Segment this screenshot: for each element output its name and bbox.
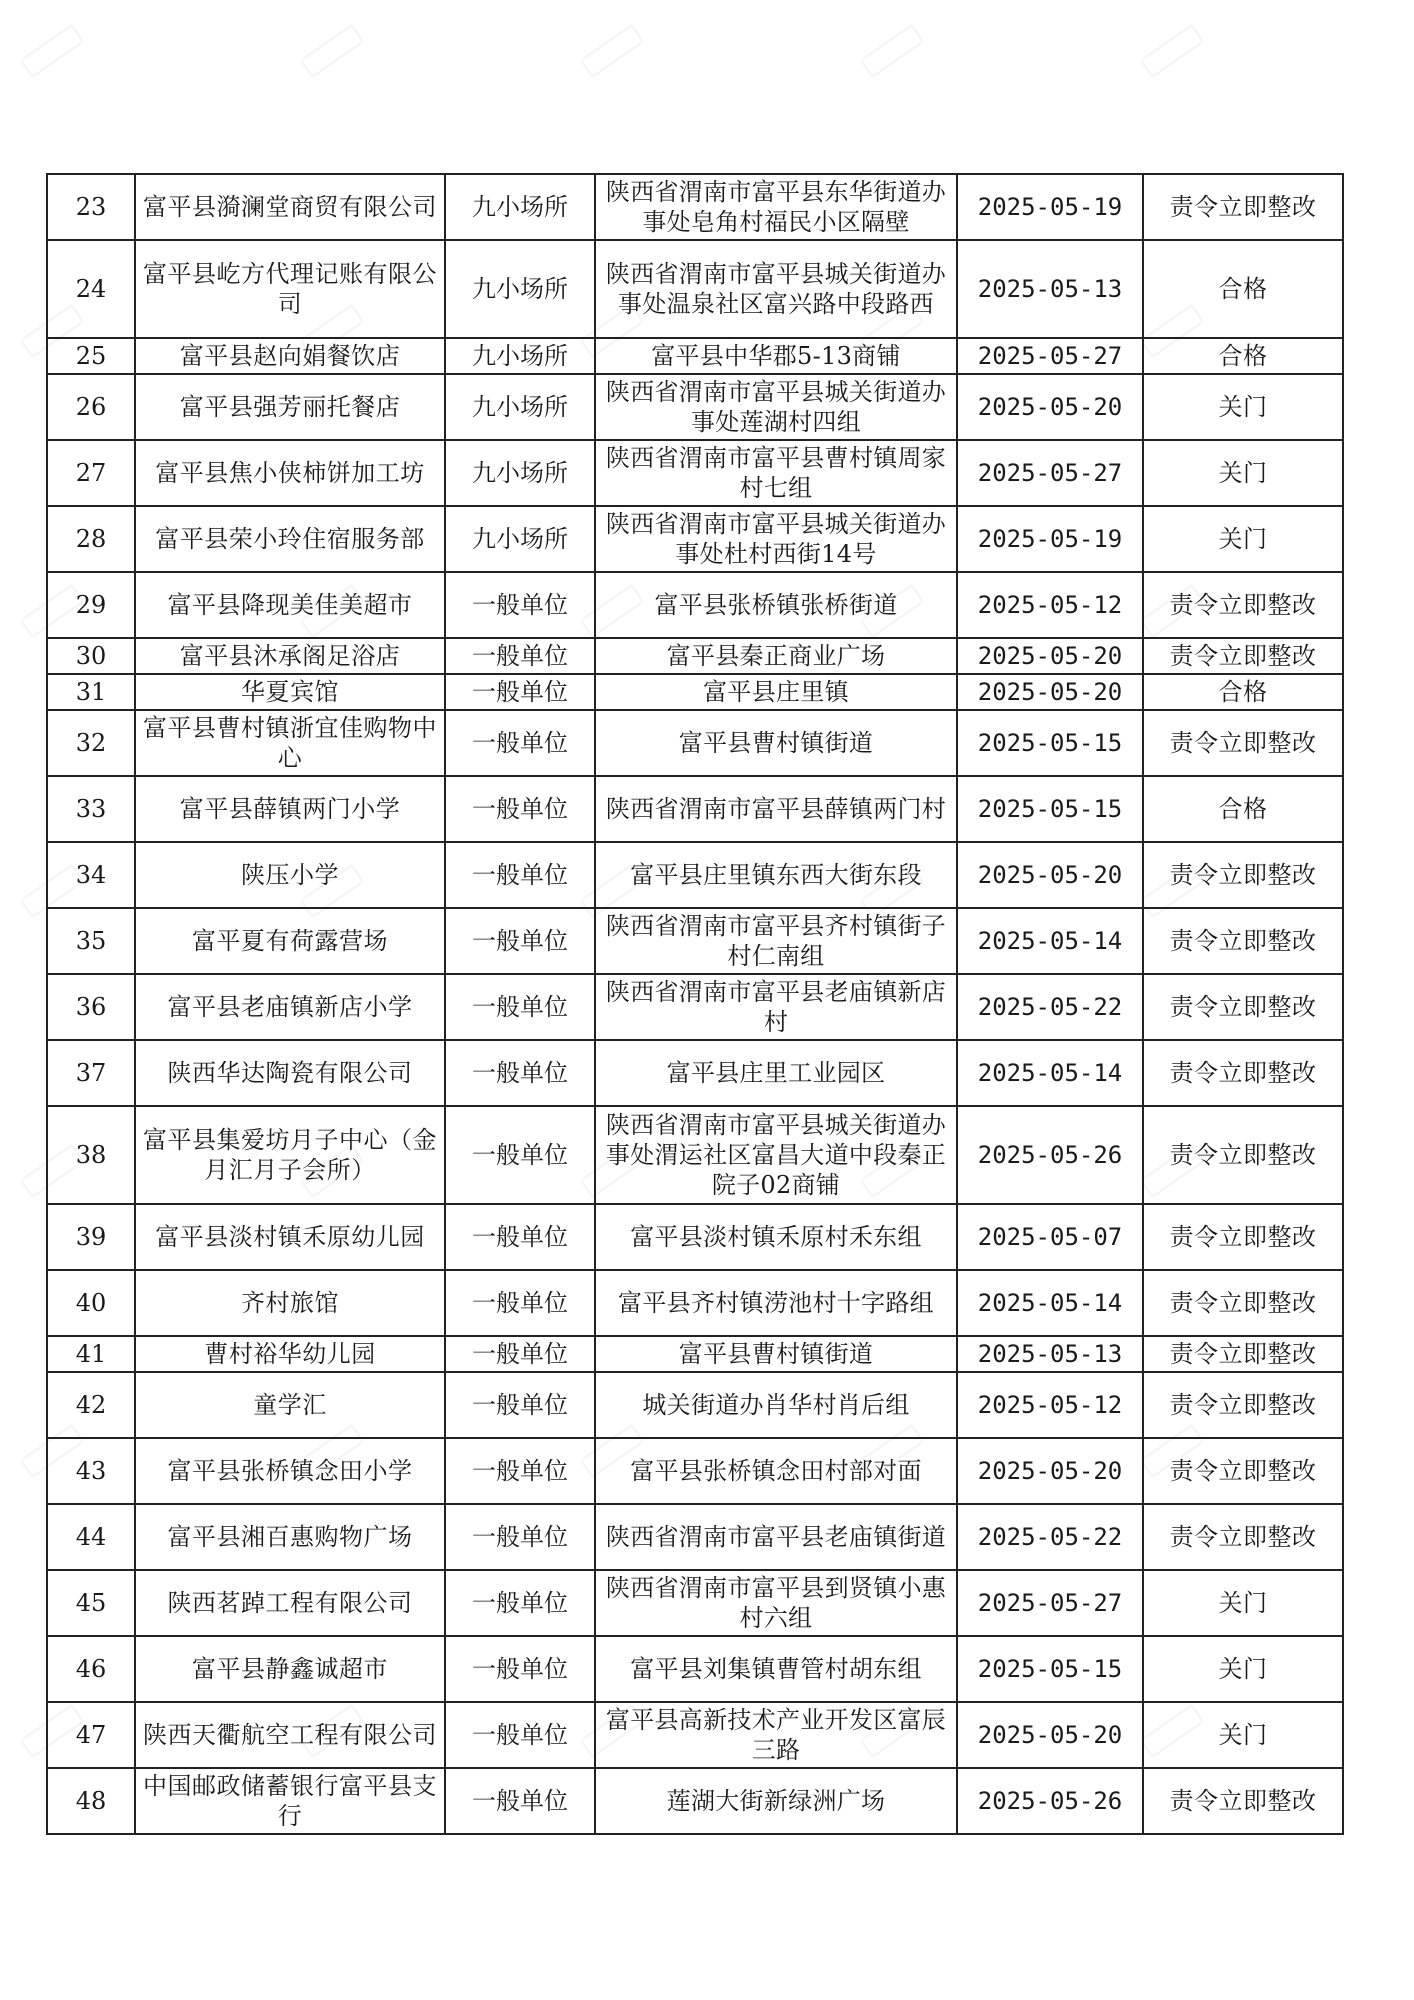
row-number: 23: [47, 174, 135, 240]
inspection-sheet: [46, 173, 1342, 1835]
unit-name: 富平县屹方代理记账有限公司: [135, 240, 445, 338]
unit-name: 富平县集爱坊月子中心（金月汇月子会所）: [135, 1106, 445, 1204]
unit-type: 一般单位: [445, 842, 595, 908]
row-number: 33: [47, 776, 135, 842]
table-row: [47, 1336, 1343, 1372]
inspection-result: 责令立即整改: [1143, 908, 1343, 974]
inspection-date: 2025-05-22: [957, 974, 1143, 1040]
unit-type: 一般单位: [445, 1768, 595, 1834]
unit-name: 齐村旅馆: [135, 1270, 445, 1336]
row-number: 32: [47, 710, 135, 776]
inspection-date: 2025-05-22: [957, 1504, 1143, 1570]
inspection-result: 责令立即整改: [1143, 842, 1343, 908]
unit-address: 陕西省渭南市富平县城关街道办事处渭运社区富昌大道中段秦正院子02商铺: [595, 1106, 957, 1204]
unit-address: 富平县庄里工业园区: [595, 1040, 957, 1106]
unit-name: 富平县静鑫诚超市: [135, 1636, 445, 1702]
unit-name: 富平县张桥镇念田小学: [135, 1438, 445, 1504]
unit-name: 华夏宾馆: [135, 674, 445, 710]
unit-type: 一般单位: [445, 1702, 595, 1768]
watermark-mark: [859, 24, 924, 79]
inspection-result: 关门: [1143, 440, 1343, 506]
inspection-date: 2025-05-15: [957, 1636, 1143, 1702]
unit-type: 一般单位: [445, 1570, 595, 1636]
row-number: 34: [47, 842, 135, 908]
unit-name: 富平县老庙镇新店小学: [135, 974, 445, 1040]
unit-name: 富平县薛镇两门小学: [135, 776, 445, 842]
row-number: 37: [47, 1040, 135, 1106]
unit-address: 富平县庄里镇: [595, 674, 957, 710]
unit-type: 九小场所: [445, 374, 595, 440]
unit-address: 富平县庄里镇东西大街东段: [595, 842, 957, 908]
table-row: [47, 1270, 1343, 1336]
row-number: 38: [47, 1106, 135, 1204]
inspection-result: 责令立即整改: [1143, 174, 1343, 240]
inspection-result: 关门: [1143, 1570, 1343, 1636]
inspection-date: 2025-05-20: [957, 374, 1143, 440]
inspection-date: 2025-05-20: [957, 1702, 1143, 1768]
inspection-result: 关门: [1143, 1636, 1343, 1702]
unit-name: 童学汇: [135, 1372, 445, 1438]
table-row: [47, 572, 1343, 638]
inspection-result: 责令立即整改: [1143, 1438, 1343, 1504]
inspection-date: 2025-05-20: [957, 842, 1143, 908]
table-row: [47, 240, 1343, 338]
inspection-date: 2025-05-26: [957, 1768, 1143, 1834]
watermark-mark: [1139, 24, 1204, 79]
unit-type: 一般单位: [445, 638, 595, 674]
unit-type: 一般单位: [445, 572, 595, 638]
table-row: [47, 1636, 1343, 1702]
table-row: [47, 1702, 1343, 1768]
unit-type: 九小场所: [445, 240, 595, 338]
inspection-date: 2025-05-27: [957, 440, 1143, 506]
unit-address: 富平县高新技术产业开发区富辰三路: [595, 1702, 957, 1768]
unit-name: 富平县强芳丽托餐店: [135, 374, 445, 440]
unit-address: 陕西省渭南市富平县城关街道办事处温泉社区富兴路中段路西: [595, 240, 957, 338]
unit-address: 陕西省渭南市富平县城关街道办事处杜村西街14号: [595, 506, 957, 572]
table-row: [47, 1504, 1343, 1570]
inspection-date: 2025-05-19: [957, 174, 1143, 240]
inspection-result: 责令立即整改: [1143, 1336, 1343, 1372]
unit-name: 富平县湘百惠购物广场: [135, 1504, 445, 1570]
inspection-date: 2025-05-14: [957, 1040, 1143, 1106]
unit-type: 一般单位: [445, 1106, 595, 1204]
inspection-result: 责令立即整改: [1143, 1040, 1343, 1106]
table-row: [47, 710, 1343, 776]
row-number: 36: [47, 974, 135, 1040]
inspection-result: 责令立即整改: [1143, 710, 1343, 776]
table-row: [47, 174, 1343, 240]
inspection-date: 2025-05-13: [957, 240, 1143, 338]
table-row: [47, 674, 1343, 710]
row-number: 30: [47, 638, 135, 674]
unit-type: 九小场所: [445, 506, 595, 572]
inspection-result: 责令立即整改: [1143, 1768, 1343, 1834]
inspection-result: 责令立即整改: [1143, 1504, 1343, 1570]
inspection-date: 2025-05-20: [957, 674, 1143, 710]
unit-address: 富平县张桥镇念田村部对面: [595, 1438, 957, 1504]
unit-type: 一般单位: [445, 1636, 595, 1702]
inspection-date: 2025-05-15: [957, 710, 1143, 776]
table-row: [47, 1372, 1343, 1438]
unit-address: 富平县曹村镇街道: [595, 1336, 957, 1372]
unit-address: 陕西省渭南市富平县薛镇两门村: [595, 776, 957, 842]
inspection-date: 2025-05-13: [957, 1336, 1143, 1372]
inspection-date: 2025-05-27: [957, 338, 1143, 374]
unit-name: 中国邮政储蓄银行富平县支行: [135, 1768, 445, 1834]
unit-address: 陕西省渭南市富平县齐村镇街子村仁南组: [595, 908, 957, 974]
unit-name: 富平县沐承阁足浴店: [135, 638, 445, 674]
row-number: 29: [47, 572, 135, 638]
inspection-date: 2025-05-12: [957, 1372, 1143, 1438]
unit-address: 富平县淡村镇禾原村禾东组: [595, 1204, 957, 1270]
inspection-result: 合格: [1143, 776, 1343, 842]
inspection-result: 合格: [1143, 240, 1343, 338]
unit-name: 富平县赵向娟餐饮店: [135, 338, 445, 374]
unit-address: 富平县中华郡5-13商铺: [595, 338, 957, 374]
unit-name: 陕西天衢航空工程有限公司: [135, 1702, 445, 1768]
unit-type: 一般单位: [445, 674, 595, 710]
table-row: [47, 338, 1343, 374]
inspection-result: 责令立即整改: [1143, 1372, 1343, 1438]
unit-type: 一般单位: [445, 1270, 595, 1336]
unit-name: 陕压小学: [135, 842, 445, 908]
row-number: 43: [47, 1438, 135, 1504]
table-row: [47, 638, 1343, 674]
row-number: 35: [47, 908, 135, 974]
row-number: 47: [47, 1702, 135, 1768]
unit-name: 富平县漪澜堂商贸有限公司: [135, 174, 445, 240]
inspection-result: 合格: [1143, 338, 1343, 374]
inspection-date: 2025-05-20: [957, 638, 1143, 674]
row-number: 39: [47, 1204, 135, 1270]
unit-address: 富平县刘集镇曹管村胡东组: [595, 1636, 957, 1702]
unit-type: 一般单位: [445, 1204, 595, 1270]
table-row: [47, 1106, 1343, 1204]
table-row: [47, 1570, 1343, 1636]
row-number: 42: [47, 1372, 135, 1438]
inspection-date: 2025-05-12: [957, 572, 1143, 638]
table-row: [47, 440, 1343, 506]
watermark-mark: [299, 24, 364, 79]
unit-address: 陕西省渭南市富平县城关街道办事处莲湖村四组: [595, 374, 957, 440]
table-row: [47, 1438, 1343, 1504]
inspection-date: 2025-05-27: [957, 1570, 1143, 1636]
unit-address: 陕西省渭南市富平县东华街道办事处皂角村福民小区隔壁: [595, 174, 957, 240]
inspection-date: 2025-05-26: [957, 1106, 1143, 1204]
unit-name: 富平县焦小侠柿饼加工坊: [135, 440, 445, 506]
inspection-date: 2025-05-19: [957, 506, 1143, 572]
unit-name: 富平县曹村镇浙宜佳购物中心: [135, 710, 445, 776]
row-number: 24: [47, 240, 135, 338]
unit-name: 曹村裕华幼儿园: [135, 1336, 445, 1372]
unit-name: 陕西茗踔工程有限公司: [135, 1570, 445, 1636]
inspection-result: 关门: [1143, 374, 1343, 440]
table-row: [47, 1040, 1343, 1106]
table-row: [47, 374, 1343, 440]
row-number: 45: [47, 1570, 135, 1636]
unit-name: 富平夏有荷露营场: [135, 908, 445, 974]
unit-type: 一般单位: [445, 1336, 595, 1372]
inspection-result: 合格: [1143, 674, 1343, 710]
inspection-table: [46, 173, 1344, 1835]
inspection-result: 责令立即整改: [1143, 1270, 1343, 1336]
watermark-mark: [19, 24, 84, 79]
unit-address: 陕西省渭南市富平县老庙镇新店村: [595, 974, 957, 1040]
unit-address: 陕西省渭南市富平县到贤镇小惠村六组: [595, 1570, 957, 1636]
unit-type: 一般单位: [445, 1504, 595, 1570]
row-number: 41: [47, 1336, 135, 1372]
row-number: 44: [47, 1504, 135, 1570]
table-row: [47, 1204, 1343, 1270]
unit-name: 陕西华达陶瓷有限公司: [135, 1040, 445, 1106]
inspection-date: 2025-05-20: [957, 1438, 1143, 1504]
table-row: [47, 908, 1343, 974]
unit-type: 九小场所: [445, 174, 595, 240]
unit-name: 富平县淡村镇禾原幼儿园: [135, 1204, 445, 1270]
unit-type: 九小场所: [445, 338, 595, 374]
unit-address: 富平县曹村镇街道: [595, 710, 957, 776]
row-number: 48: [47, 1768, 135, 1834]
watermark-mark: [579, 24, 644, 79]
inspection-result: 关门: [1143, 506, 1343, 572]
inspection-result: 责令立即整改: [1143, 1106, 1343, 1204]
unit-type: 九小场所: [445, 440, 595, 506]
inspection-result: 关门: [1143, 1702, 1343, 1768]
unit-type: 一般单位: [445, 1372, 595, 1438]
inspection-date: 2025-05-14: [957, 1270, 1143, 1336]
table-row: [47, 974, 1343, 1040]
row-number: 31: [47, 674, 135, 710]
inspection-date: 2025-05-15: [957, 776, 1143, 842]
unit-type: 一般单位: [445, 1438, 595, 1504]
unit-name: 富平县荣小玲住宿服务部: [135, 506, 445, 572]
unit-type: 一般单位: [445, 710, 595, 776]
inspection-result: 责令立即整改: [1143, 638, 1343, 674]
row-number: 40: [47, 1270, 135, 1336]
row-number: 46: [47, 1636, 135, 1702]
inspection-date: 2025-05-07: [957, 1204, 1143, 1270]
unit-address: 陕西省渭南市富平县老庙镇街道: [595, 1504, 957, 1570]
unit-address: 富平县秦正商业广场: [595, 638, 957, 674]
row-number: 25: [47, 338, 135, 374]
table-row: [47, 842, 1343, 908]
row-number: 26: [47, 374, 135, 440]
inspection-result: 责令立即整改: [1143, 974, 1343, 1040]
table-row: [47, 506, 1343, 572]
unit-address: 莲湖大街新绿洲广场: [595, 1768, 957, 1834]
unit-type: 一般单位: [445, 974, 595, 1040]
inspection-result: 责令立即整改: [1143, 1204, 1343, 1270]
inspection-date: 2025-05-14: [957, 908, 1143, 974]
unit-address: 富平县张桥镇张桥街道: [595, 572, 957, 638]
unit-type: 一般单位: [445, 1040, 595, 1106]
table-row: [47, 1768, 1343, 1834]
unit-type: 一般单位: [445, 776, 595, 842]
table-body: [47, 174, 1343, 1834]
unit-address: 城关街道办肖华村肖后组: [595, 1372, 957, 1438]
unit-name: 富平县降现美佳美超市: [135, 572, 445, 638]
table-row: [47, 776, 1343, 842]
unit-address: 富平县齐村镇涝池村十字路组: [595, 1270, 957, 1336]
inspection-result: 责令立即整改: [1143, 572, 1343, 638]
unit-address: 陕西省渭南市富平县曹村镇周家村七组: [595, 440, 957, 506]
row-number: 28: [47, 506, 135, 572]
unit-type: 一般单位: [445, 908, 595, 974]
row-number: 27: [47, 440, 135, 506]
